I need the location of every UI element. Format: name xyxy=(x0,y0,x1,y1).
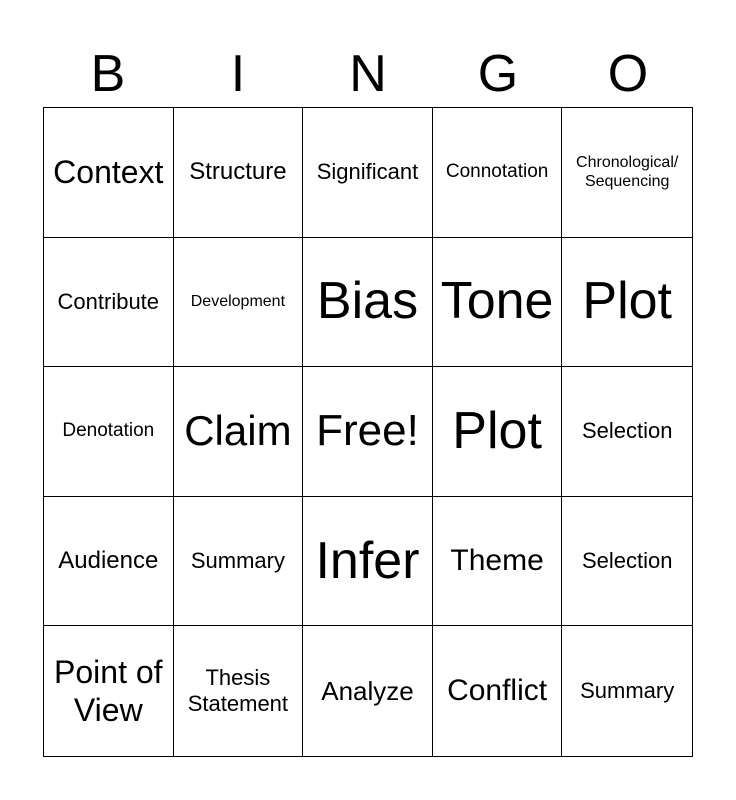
cell-label: Infer xyxy=(315,531,420,590)
cell-label: Theme xyxy=(450,544,544,578)
bingo-cell-r2-c2[interactable] xyxy=(174,238,304,368)
cell-label: Structure xyxy=(189,157,287,185)
bingo-cell-r3-c5[interactable] xyxy=(562,367,692,497)
bingo-cell-r4-c1[interactable] xyxy=(44,497,174,627)
cell-label: Summary xyxy=(190,547,285,573)
cell-label: Context xyxy=(53,154,164,191)
bingo-cell-r1-c2[interactable] xyxy=(174,108,304,238)
cell-label: Analyze xyxy=(321,675,414,706)
cell-label: Chronological/ Sequencing xyxy=(576,154,679,191)
cell-label: Claim xyxy=(184,407,292,455)
bingo-cell-r5-c2[interactable] xyxy=(174,626,304,756)
cell-label: Bias xyxy=(316,272,419,331)
bingo-cell-r2-c3[interactable] xyxy=(303,238,433,368)
bingo-cell-r5-c5[interactable] xyxy=(562,626,692,756)
bingo-cell-r2-c4[interactable] xyxy=(433,238,563,368)
bingo-board xyxy=(43,107,693,757)
bingo-cell-r1-c3[interactable] xyxy=(303,108,433,238)
cell-label: Plot xyxy=(582,272,672,331)
bingo-cell-r5-c1[interactable] xyxy=(44,626,174,756)
cell-label: Connotation xyxy=(445,160,549,182)
bingo-cell-r3-c3[interactable] xyxy=(303,367,433,497)
bingo-cell-r2-c1[interactable] xyxy=(44,238,174,368)
cell-label: Denotation xyxy=(62,420,155,442)
header-letter-n: N xyxy=(349,45,387,103)
cell-label: Thesis Statement xyxy=(187,664,289,717)
cell-label: Plot xyxy=(452,401,542,460)
cell-label: Contribute xyxy=(57,288,160,314)
free-space-label: Free! xyxy=(316,406,419,456)
cell-label: Audience xyxy=(58,546,159,574)
bingo-cell-r4-c4[interactable] xyxy=(433,497,563,627)
cell-label: Significant xyxy=(316,159,419,185)
cell-label: Development xyxy=(190,293,286,311)
header-letter-b: B xyxy=(90,45,126,103)
bingo-cell-r3-c2[interactable] xyxy=(174,367,304,497)
bingo-cell-r1-c1[interactable] xyxy=(44,108,174,238)
cell-label: Tone xyxy=(440,272,554,331)
bingo-cell-r1-c5[interactable] xyxy=(562,108,692,238)
bingo-cell-r4-c3[interactable] xyxy=(303,497,433,627)
bingo-cell-r5-c3[interactable] xyxy=(303,626,433,756)
header-letter-g: G xyxy=(477,45,519,103)
header-letter-o: O xyxy=(607,45,649,103)
cell-label: Point of View xyxy=(54,653,163,729)
cell-label: Conflict xyxy=(447,674,548,708)
bingo-cell-r4-c2[interactable] xyxy=(174,497,304,627)
bingo-header xyxy=(43,40,693,108)
bingo-cell-r4-c5[interactable] xyxy=(562,497,692,627)
header-letter-i: I xyxy=(230,45,246,103)
bingo-cell-r5-c4[interactable] xyxy=(433,626,563,756)
bingo-cell-r3-c4[interactable] xyxy=(433,367,563,497)
bingo-cell-r1-c4[interactable] xyxy=(433,108,563,238)
bingo-cell-r3-c1[interactable] xyxy=(44,367,174,497)
cell-label: Selection xyxy=(581,547,673,573)
cell-label: Summary xyxy=(580,678,675,703)
cell-label: Selection xyxy=(581,418,673,444)
bingo-cell-r2-c5[interactable] xyxy=(562,238,692,368)
